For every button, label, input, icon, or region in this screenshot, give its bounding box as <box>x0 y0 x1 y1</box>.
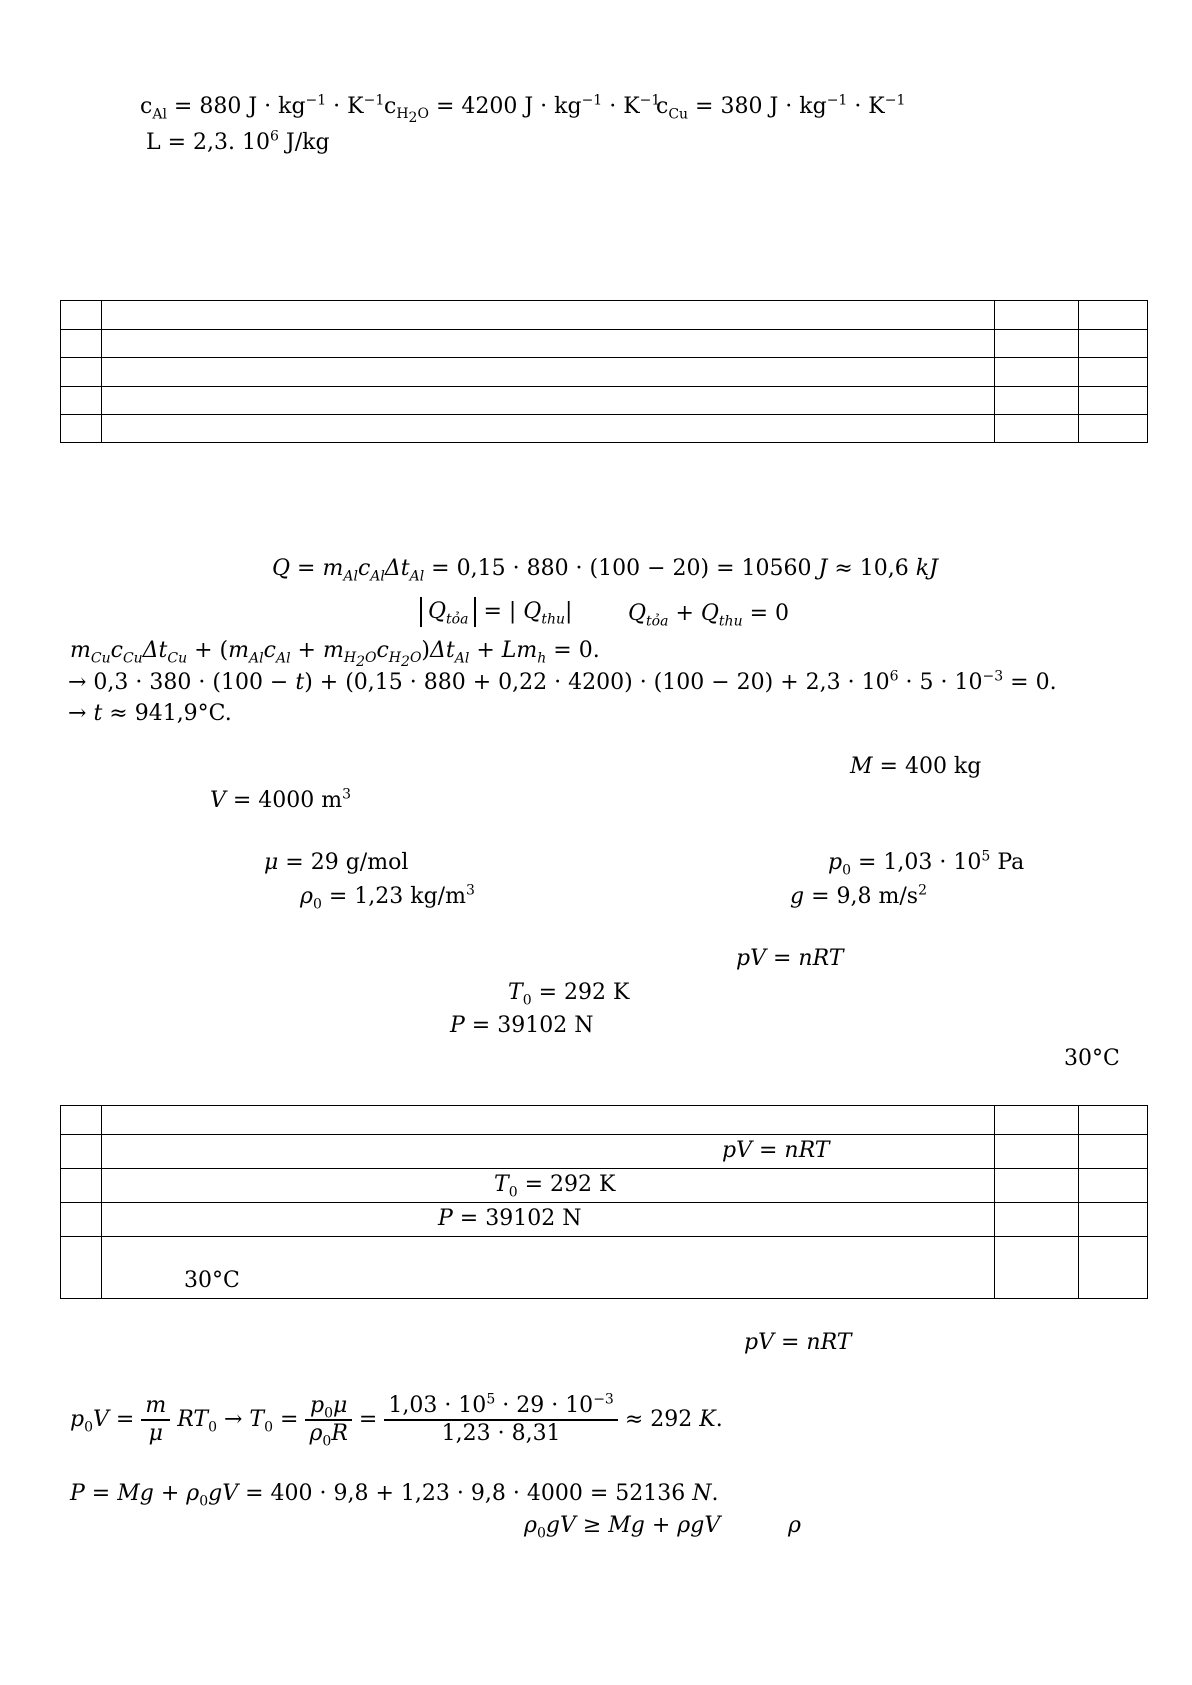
table-row <box>61 387 1148 415</box>
given-temperature: 30°C <box>1064 1046 1120 1071</box>
final-temperature: → t ≈ 941,9°C. <box>68 701 232 726</box>
balance-substitution: → $0,3 \cdot 380 \cdot (100 - t) + (0,15 \cdot 880 + 0,22 \cdot 4200) \cdot (100 - 20) + 2,3 \cdot 10^6 \cdot 5 \cdot 10^{-3} = 0$. <box>68 668 1057 695</box>
rho-symbol: ρ <box>788 1513 801 1538</box>
table-row <box>61 1237 1148 1299</box>
fraction-numeric <box>384 1393 617 1447</box>
table-row <box>61 1106 1148 1135</box>
abs-q-thu: = | $Q_{thu}|$ <box>483 599 573 628</box>
given-pressure: $p_0 = 1,03 \cdot 10^5$ Pa <box>828 848 1025 879</box>
constant-c-h2o: $c_{H_2O} = 4200$ $J \cdot kg^{-1} \cdot K^{-1}$ <box>384 92 661 127</box>
temperature-derivation <box>70 1390 723 1452</box>
table2-force: P = 39102 N <box>438 1206 582 1231</box>
table-row <box>61 415 1148 443</box>
derivation-lhs: $p_0V$ = <box>70 1407 135 1436</box>
answer-table-1 <box>60 300 1148 443</box>
table-row <box>61 1135 1148 1169</box>
frac-den: μ <box>141 1419 170 1447</box>
solution-gas-law: pV = nRT <box>744 1330 852 1355</box>
given-t0: $T_0 = 292$ K <box>508 980 630 1009</box>
frac-num: $1,03 \cdot 10^5 \cdot 29 \cdot 10^{-3}$ <box>388 1391 614 1418</box>
answer-table-2 <box>60 1105 1148 1299</box>
frac-num: m <box>145 1393 167 1418</box>
frac-den: $\rho_0R$ <box>305 1419 351 1447</box>
table-row <box>61 330 1148 358</box>
buoyancy-inequality: $\rho_0gV \ge Mg + \rho gV$ <box>524 1513 721 1542</box>
given-gas-law: pV = nRT <box>736 946 844 971</box>
fraction-p0mu-over-rho0r <box>305 1393 351 1450</box>
table-row <box>61 358 1148 387</box>
constant-c-al: $c_{Al} = 880$ $J \cdot kg^{-1} \cdot K^{-1}$ <box>140 92 385 123</box>
constant-c-cu: $c_{Cu} = 380$ $J \cdot kg^{-1} \cdot K^{-1}$ <box>656 92 906 123</box>
heat-balance-abs <box>420 597 572 627</box>
heat-formula: $Q = m_{Al}c_{Al}\Delta t_{Al} = 0,15 \cdot 880 \cdot (100 - 20) = 10560$ J ≈ 10,6 kJ <box>272 556 938 585</box>
balance-equation: $m_{Cu}c_{Cu}\Delta t_{Cu} + (m_{Al}c_{Al} + m_{H_2O}c_{H_2O})\Delta t_{Al} + Lm_h = 0$. <box>70 638 600 671</box>
table2-temperature: 30°C <box>184 1268 240 1293</box>
table-row <box>61 301 1148 330</box>
fraction-m-over-mu <box>141 1393 170 1447</box>
table2-gas-law: pV = nRT <box>722 1138 830 1163</box>
given-mass: M = 400 kg <box>850 754 982 779</box>
table-row <box>61 1169 1148 1203</box>
heat-balance-sum: $Q_{tỏa} + Q_{thu} = 0$ <box>628 601 790 630</box>
derivation-mid: $RT_0 \to T_0$ = <box>177 1407 299 1436</box>
table2-t0: $T_0 = 292$ K <box>494 1172 616 1201</box>
given-volume: V = 4000 $m^3$ <box>210 786 352 813</box>
given-gravity: g = 9,8 $m/s^2$ <box>790 882 927 909</box>
given-density: $\rho_0 = 1,23$ $kg/m^3$ <box>300 882 475 913</box>
table-row <box>61 1203 1148 1237</box>
frac-num: $p_0\mu$ <box>310 1393 348 1422</box>
constant-latent-heat: L = 2,3. $10^6$ J/kg <box>146 128 330 155</box>
frac-den: 1,23 · 8,31 <box>384 1419 617 1447</box>
given-force: P = 39102 N <box>450 1013 594 1038</box>
derivation-equals: = <box>358 1407 378 1432</box>
force-equation: $P = Mg + \rho_0gV = 400 \cdot 9,8 + 1,23 \cdot 9,8 \cdot 4000 = 52136$ N. <box>70 1481 719 1510</box>
abs-q-toa: $Q_{tỏa}$ <box>420 597 476 627</box>
derivation-result: ≈ 292 K. <box>624 1407 723 1432</box>
given-molar-mass: μ = 29 g/mol <box>264 850 409 875</box>
